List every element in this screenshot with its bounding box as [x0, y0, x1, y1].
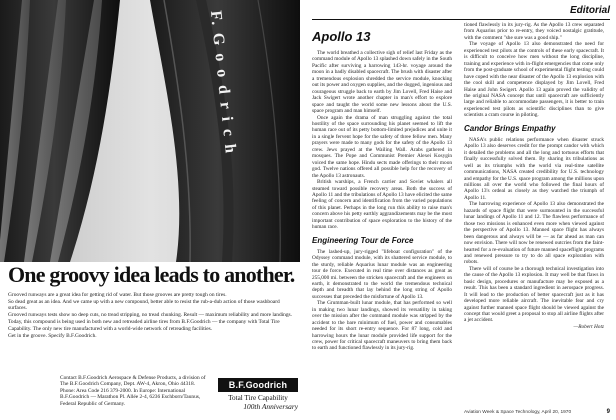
article-paragraph: The lashed-up, jury-rigged "lifeboat configuration" of the Odyssey command module, with its shattered service module, to the sturdy, reliable Aquarius lunar module was an engineering tour de force. Executed in real time over distances as great as 255,000 mi. between the stricken spacecraft and the engineers on earth, it demonstrated to the world the tremendous technical depth and breadth that lay behind the long string of Apollo successes that preceded the misfortune of Apollo 13. [312, 248, 452, 300]
publication-footer: Aviation Week & Space Technology, April 20, 1970 [464, 410, 572, 415]
tire-photo [0, 0, 300, 262]
ad-paragraph: Grooved runways tests show no deep cuts, no tread stripping, no tread chunking. Result — maximum reliability and more landings. [8, 312, 293, 319]
article-title: Apollo 13 [312, 29, 371, 44]
tire-sidewall-lettering: F. G o o d r i c h [206, 9, 239, 156]
article-paragraph: There will of course be a thorough technical investigation into the cause of the Apollo 13 explosion. It may well be that flaws in basic design, procedures or manufacture may be exposed as a result. This has been a standard ingredient in aerospace progress. It will lead to the production of better spacecraft just as it has developed more reliable aircraft. The inevitable fear and cry against further manned space flight should be viewed against the concept that would greet a proposal to stop all airline flights after a jet accident. [464, 265, 604, 324]
ad-paragraph: So dead great as an idea. And we came up with a new compound, better able to resist the rub-a-dub action of those washboard surfaces. [8, 299, 280, 312]
ad-paragraph: Grooved runways are a great idea for getting rid of water. But those grooves are pretty tough on tires. [8, 292, 227, 298]
article-paragraph: NASA's public relations performance when disaster struck Apollo 13 also deserves credit for the prompt candor with which it detailed the problems and all the long and tortuous efforts that finally successfully solved them. By sharing its tribulations as well as its triumphs with the world via real-time satellite communications, NASA created credibility for U.S. technology and empathy for the U.S. space program among the millions upon millions all over the world who followed the final hours of Apollo 13's ordeal as closely as they watched the triumph of Apollo 11. [464, 136, 604, 201]
ad-tagline: Total Tire Capability [228, 394, 288, 402]
article-paragraph: The voyage of Apollo 13 also demonstrated the need for experienced test pilots at the controls of these early spacecraft. It is difficult to conceive how men without the long discipline, training and experience with in-flight emergencies that come only from the post-graduate school of experimental flight testing could have coped with the near disaster of the Apollo 13 explosion with the cool skill and competence displayed by Jim Lovell, Fred Haise and John Swigert. Apollo 13 again proved the validity of the original NASA concept that until spacecraft are sufficiently large and reliable to accommodate passengers, it is better to train experienced test pilots as scientific disciplines than to give scientists a cram course in piloting. [464, 41, 604, 119]
article-paragraph: The world breathed a collective sigh of relief last Friday as the command module of Apollo 13 splashed down safely in the South Pacific after surviving a harrowing 143-hr. voyage around the moon in a badly disabled spacecraft. The brush with disaster after a tremendous explosion shredded the service module, knocking out its power and oxygen supplies, and the dogged, ingenious and courageous struggle back to earth by Jim Lovell, Fred Haise and Jack Swigert wrote another chapter in man's effort to explore space and taught the world some new lessons about the U.S. space program and man himself. [312, 50, 452, 115]
goodrich-logo: B.F.Goodrich [218, 378, 298, 392]
article-paragraph: Once again the drama of man struggling against the total hostility of the space surrounding his planet seemed to lift the human race out of its petty bottom-limited prejudices and unite it in a single fervent hope for the safety of three fellow men. Many prayers were made to many gods for the safety of the Apollo 13 crew. Jews prayed at the Wailing Wall. Arabs gathered in mosques. The Pope and Communist Premier Alexei Kosygin voiced the same hope. Hindu sects made offerings to their moon god. Twelve nations offered all possible help for the recovery of the Apollo 13 astronauts. [312, 114, 452, 179]
section-divider [312, 19, 610, 20]
ad-contact-info: Contact B.F.Goodrich Aerospace & Defense Products, a division of The B.F.Goodrich Company, Dept. AW-4, Akron, Ohio 44318. Phone: Area Code 216 379-2000. In Europe: International B.F.Goodrich — Marathon Pl. Allée 2-4, 6236 Eschborn/Taunus, Federal Republic of Germany. [60, 375, 206, 407]
ad-body-copy [8, 292, 298, 340]
article-paragraph: The harrowing experience of Apollo 13 also demonstrated the hazards of space flight that were surmounted in the successful lunar landings of Apollo 11 and 12. The flawless performance of those two missions is enhanced even more when viewed against the perspective of Apollo 13. Manned space flight has always been dangerous and always will be — as far ahead as man can now envision. There will now be renewed outcries from the faint-hearted for a re-evaluation of future manned spaceflight programs and renewed pressure to try to do all space exploration with robots. [464, 201, 604, 266]
goodrich-advertisement [0, 0, 300, 420]
ad-paragraph: Get in the groove. Specify B.F.Goodrich. [8, 332, 97, 339]
anniversary-mark: 100th Anniversary [243, 402, 298, 411]
editorial-page [312, 0, 616, 420]
ad-headline: One groovy idea leads to another. [8, 262, 295, 287]
subheading-engineering: Engineering Tour de Force [312, 235, 414, 245]
section-label: Editorial [569, 5, 610, 16]
editorial-column-right [464, 22, 604, 330]
goodrich-logo-block [218, 378, 298, 411]
page-number: 9 [606, 409, 610, 415]
author-signature: —Robert Hotz [573, 323, 604, 330]
article-paragraph: tioned flawlessly in its jury-rig. As the Apollo 13 crew separated from Aquarius prior to re-entry, they voiced nostalgic gratitude, with the comment "she sure was a good ship." [464, 22, 604, 41]
article-paragraph: British warships, a French carrier and Soviet whalers all steamed toward possible recovery areas. Both the success of Apollo 11 and the tribulations of Apollo 13 have elicited the same feeling of concern and identification from the varied populations of this planet. Perhaps in the long run this ability to raise man's concern above his petty earthly aggrandizements may be the most important contribution of space exploration to the history of the human race. [312, 179, 452, 231]
ad-paragraph: Today, this compound is being used in both new and retreaded airline tires from B.F.Goodrich — the company with Total Tire Capability. The only new tire manufactured with a world-wide network of retreading facilities. [8, 319, 280, 332]
tire-illustration [0, 0, 300, 262]
article-paragraph: The Grumman-built lunar module, that has performed so well in making two lunar landings, showed its versatility in taking over the mission after the command module was stripped by the accident to the bare minimum of fuel, power and consumables needed for its short re-entry sequence. For 87 long, cold and harrowing hours the lunar module provided life support for the crew, power for critical spacecraft maneuvers to bring them back to earth and functioned flawlessly in its jury-rig. [312, 300, 452, 352]
subheading-candor: Candor Brings Empathy [464, 123, 556, 133]
editorial-column-left [312, 22, 452, 352]
